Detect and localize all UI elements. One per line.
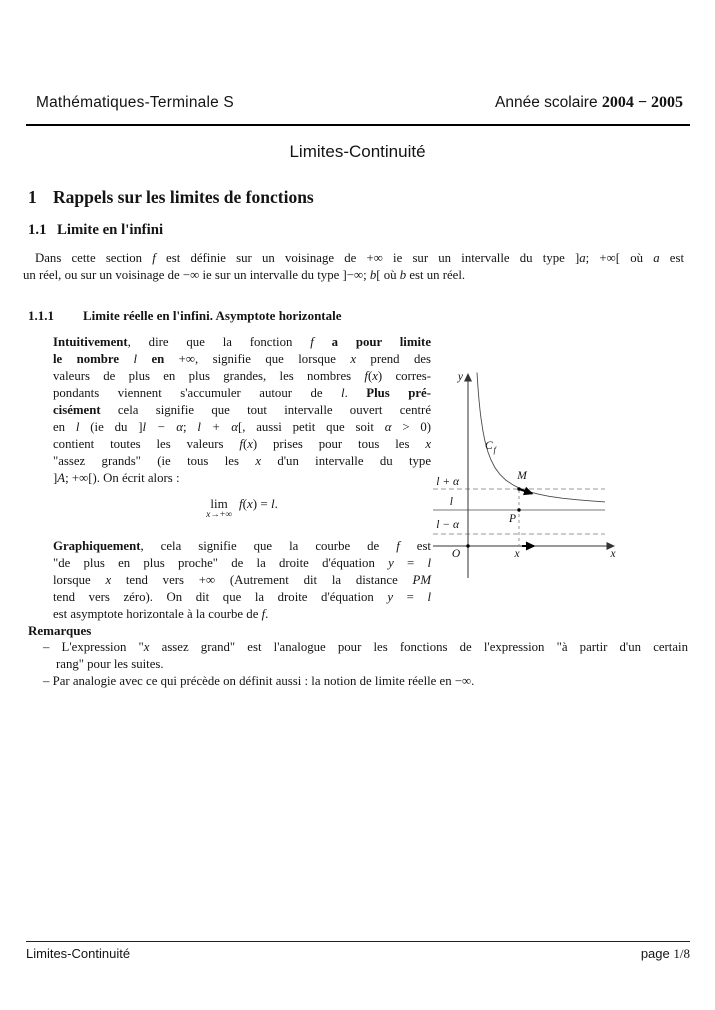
header-school-year: [495, 94, 683, 112]
footer-document-title: Limites-Continuité: [26, 946, 131, 961]
remark-item-1-line-1: – L'expression "x assez grand" est l'analogue pour les fonctions de l'expression "à partir d'un certain: [43, 640, 688, 654]
body-line: valeurs de plus en plus grandes, les nombres f(x) corres-: [53, 369, 431, 383]
footer-page-word: page: [640, 946, 674, 961]
curve-direction-arrow: [519, 489, 532, 494]
body-line: est asymptote horizontale à la courbe de f.: [53, 607, 269, 621]
remark-item-2: – Par analogie avec ce qui précède on définit aussi : la notion de limite réelle en −∞.: [43, 674, 475, 688]
section-1-1-1-number: 1.1.1: [28, 308, 54, 323]
section-1-number: 1: [28, 187, 37, 207]
origin-label: O: [451, 548, 461, 560]
curve-label-subscript: f: [493, 444, 496, 455]
intro-line-1: Dans cette section f est définie sur un voisinage de +∞ ie sur un intervalle du type ]a; +∞[ où a est: [35, 251, 685, 265]
function-curve: [477, 373, 605, 502]
limit-subscript: x→+∞: [206, 510, 233, 520]
x-axis-label: x: [610, 548, 616, 560]
body-line: le nombre l en +∞, signifie que lorsque x prend des: [53, 352, 432, 366]
body-paragraph-intuitivement: [53, 334, 431, 487]
body-paragraph-graphiquement: [53, 538, 431, 623]
intro-paragraph: [23, 250, 684, 284]
footer-page-indicator: [641, 946, 690, 962]
header-course-title: Mathématiques-Terminale S: [36, 94, 234, 111]
x-foot-label: x: [514, 548, 520, 560]
remarks-heading: Remarques: [28, 623, 92, 638]
footer-rule: [26, 941, 690, 942]
intro-line-2: un réel, ou sur un voisinage de −∞ ie sur un intervalle du type ]−∞; b[ où b est un réel.: [23, 268, 466, 282]
body-line: Graphiquement, cela signifie que la courbe de f est: [53, 539, 431, 553]
body-line: Intuitivement, dire que la fonction f a pour limite: [53, 335, 431, 349]
header-school-year-value: 2004 − 2005: [601, 94, 683, 111]
limit-expression: f(x) = l.: [239, 496, 278, 511]
limit-formula: [53, 497, 431, 520]
limit-operator: [206, 497, 232, 520]
point-M: [517, 487, 520, 490]
y-axis-label: y: [457, 371, 463, 383]
l-plus-alpha-label: l + α: [436, 476, 459, 488]
point-P: [517, 508, 520, 511]
l-minus-alpha-label: l − α: [436, 519, 459, 531]
page-title: Limites-Continuité: [289, 142, 426, 161]
curve-label: C: [485, 440, 493, 452]
remark-item-1-line-2: rang" pour les suites.: [56, 657, 164, 671]
body-line: cisément cela signifie que tout intervalle ouvert centré: [53, 403, 431, 417]
body-line: tend vers zéro). On dit que la droite d'équation y = l: [53, 590, 431, 604]
section-1-title: Rappels sur les limites de fonctions: [53, 187, 314, 207]
section-1-heading: [28, 188, 314, 206]
section-1-1-title: Limite en l'infini: [57, 222, 164, 238]
asymptote-figure: [425, 365, 715, 580]
body-line: ]A; +∞[). On écrit alors :: [53, 471, 180, 485]
point-P-label: P: [508, 513, 516, 525]
origin-point: [466, 544, 469, 547]
header-rule: [26, 124, 690, 126]
body-line: contient toutes les valeurs f(x) prises pour tous les x: [53, 437, 431, 451]
l-label: l: [449, 496, 453, 508]
body-line: en l (ie du ]l − α; l + α[, aussi petit que soit α > 0): [53, 420, 432, 434]
section-1-1-1-heading: [28, 307, 342, 324]
body-line: "de plus en plus proche" de la droite d'équation y = l: [53, 556, 432, 570]
body-line: "assez grands" (ie tous les x d'un intervalle du type: [53, 454, 432, 468]
limit-word: lim: [210, 496, 228, 511]
body-line: lorsque x tend vers +∞ (Autrement dit la distance PM: [53, 573, 431, 587]
body-line: pondants viennent s'accumuler autour de l. Plus pré-: [53, 386, 431, 400]
point-M-label: M: [517, 470, 527, 482]
footer-page-number: 1/8: [673, 946, 690, 961]
section-1-1-heading: [28, 222, 163, 238]
section-1-1-1-title: Limite réelle en l'infini. Asymptote horizontale: [83, 308, 342, 323]
section-1-1-number: 1.1: [28, 222, 47, 238]
header-school-year-label: Année scolaire: [495, 94, 602, 111]
